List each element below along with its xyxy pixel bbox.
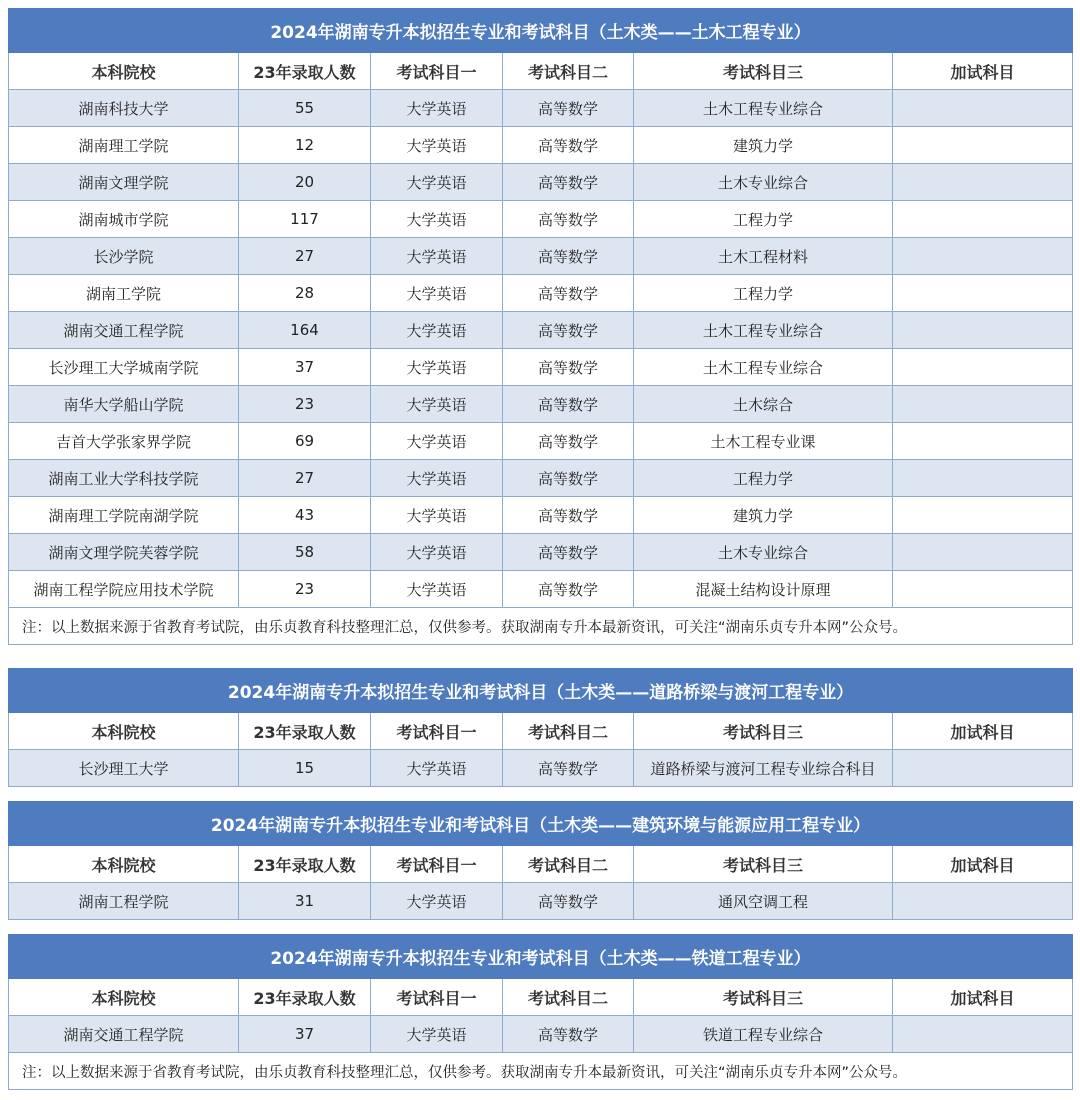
header-school: 本科院校 — [9, 846, 239, 883]
table-row — [9, 127, 1073, 164]
extra-subject-cell — [893, 1016, 1073, 1053]
school-cell: 湖南工学院 — [9, 275, 239, 312]
subject-2-cell: 高等数学 — [503, 497, 634, 534]
table-row — [9, 201, 1073, 238]
header-subject-1: 考试科目一 — [371, 713, 503, 750]
table-row — [9, 275, 1073, 312]
extra-subject-cell — [893, 386, 1073, 423]
admitted-count-cell: 27 — [239, 460, 371, 497]
header-subject-1: 考试科目一 — [371, 846, 503, 883]
admitted-count-cell: 69 — [239, 423, 371, 460]
subject-2-cell: 高等数学 — [503, 201, 634, 238]
header-subject-1: 考试科目一 — [371, 979, 503, 1016]
subject-3-cell: 土木工程专业综合 — [634, 312, 893, 349]
subject-3-cell: 土木综合 — [634, 386, 893, 423]
school-cell: 南华大学船山学院 — [9, 386, 239, 423]
subject-2-cell: 高等数学 — [503, 571, 634, 608]
table-row — [9, 312, 1073, 349]
school-cell: 吉首大学张家界学院 — [9, 423, 239, 460]
table-row — [9, 497, 1073, 534]
header-school: 本科院校 — [9, 979, 239, 1016]
subject-1-cell: 大学英语 — [371, 275, 503, 312]
header-subject-3: 考试科目三 — [634, 846, 893, 883]
extra-subject-cell — [893, 238, 1073, 275]
table-building-environment-engineering — [8, 801, 1072, 920]
school-cell: 湖南文理学院芙蓉学院 — [9, 534, 239, 571]
table-row — [9, 750, 1073, 787]
subject-3-cell: 建筑力学 — [634, 127, 893, 164]
data-table — [8, 801, 1073, 920]
school-cell: 湖南理工学院 — [9, 127, 239, 164]
subject-2-cell: 高等数学 — [503, 127, 634, 164]
header-subject-3: 考试科目三 — [634, 979, 893, 1016]
subject-3-cell: 工程力学 — [634, 275, 893, 312]
admitted-count-cell: 164 — [239, 312, 371, 349]
subject-1-cell: 大学英语 — [371, 571, 503, 608]
data-table — [8, 668, 1073, 787]
subject-1-cell: 大学英语 — [371, 201, 503, 238]
subject-2-cell: 高等数学 — [503, 275, 634, 312]
subject-2-cell: 高等数学 — [503, 90, 634, 127]
subject-3-cell: 土木工程材料 — [634, 238, 893, 275]
subject-3-cell: 道路桥梁与渡河工程专业综合科目 — [634, 750, 893, 787]
header-admitted: 23年录取人数 — [239, 53, 371, 90]
extra-subject-cell — [893, 312, 1073, 349]
header-extra-subject: 加试科目 — [893, 979, 1073, 1016]
table-civil-engineering — [8, 8, 1072, 645]
header-extra-subject: 加试科目 — [893, 846, 1073, 883]
subject-1-cell: 大学英语 — [371, 497, 503, 534]
extra-subject-cell — [893, 883, 1073, 920]
school-cell: 湖南交通工程学院 — [9, 312, 239, 349]
extra-subject-cell — [893, 534, 1073, 571]
subject-1-cell: 大学英语 — [371, 127, 503, 164]
school-cell: 长沙理工大学 — [9, 750, 239, 787]
header-subject-2: 考试科目二 — [503, 53, 634, 90]
subject-3-cell: 混凝土结构设计原理 — [634, 571, 893, 608]
subject-3-cell: 土木工程专业综合 — [634, 90, 893, 127]
table-row — [9, 238, 1073, 275]
subject-3-cell: 工程力学 — [634, 460, 893, 497]
header-subject-3: 考试科目三 — [634, 713, 893, 750]
admitted-count-cell: 31 — [239, 883, 371, 920]
subject-1-cell: 大学英语 — [371, 1016, 503, 1053]
subject-1-cell: 大学英语 — [371, 349, 503, 386]
table-row — [9, 164, 1073, 201]
header-subject-1: 考试科目一 — [371, 53, 503, 90]
table-row — [9, 534, 1073, 571]
table-road-bridge-engineering — [8, 668, 1072, 787]
header-admitted: 23年录取人数 — [239, 713, 371, 750]
header-school: 本科院校 — [9, 53, 239, 90]
header-admitted: 23年录取人数 — [239, 846, 371, 883]
header-subject-2: 考试科目二 — [503, 713, 634, 750]
data-table — [8, 934, 1073, 1090]
school-cell: 湖南理工学院南湖学院 — [9, 497, 239, 534]
subject-3-cell: 通风空调工程 — [634, 883, 893, 920]
table-title: 2024年湖南专升本拟招生专业和考试科目（土木类——建筑环境与能源应用工程专业） — [9, 802, 1073, 846]
header-admitted: 23年录取人数 — [239, 979, 371, 1016]
subject-3-cell: 土木专业综合 — [634, 534, 893, 571]
admitted-count-cell: 27 — [239, 238, 371, 275]
subject-3-cell: 土木专业综合 — [634, 164, 893, 201]
admitted-count-cell: 43 — [239, 497, 371, 534]
extra-subject-cell — [893, 164, 1073, 201]
table-railway-engineering — [8, 934, 1072, 1090]
admitted-count-cell: 12 — [239, 127, 371, 164]
header-subject-2: 考试科目二 — [503, 979, 634, 1016]
extra-subject-cell — [893, 423, 1073, 460]
subject-2-cell: 高等数学 — [503, 534, 634, 571]
footnote: 注：以上数据来源于省教育考试院，由乐贞教育科技整理汇总，仅供参考。获取湖南专升本最新资讯，可关注“湖南乐贞专升本网”公众号。 — [9, 1053, 1073, 1090]
extra-subject-cell — [893, 497, 1073, 534]
subject-1-cell: 大学英语 — [371, 423, 503, 460]
subject-1-cell: 大学英语 — [371, 164, 503, 201]
subject-2-cell: 高等数学 — [503, 312, 634, 349]
subject-3-cell: 铁道工程专业综合 — [634, 1016, 893, 1053]
header-subject-3: 考试科目三 — [634, 53, 893, 90]
subject-2-cell: 高等数学 — [503, 238, 634, 275]
header-school: 本科院校 — [9, 713, 239, 750]
header-extra-subject: 加试科目 — [893, 53, 1073, 90]
school-cell: 湖南工程学院应用技术学院 — [9, 571, 239, 608]
table-row — [9, 883, 1073, 920]
header-extra-subject: 加试科目 — [893, 713, 1073, 750]
table-title: 2024年湖南专升本拟招生专业和考试科目（土木类——道路桥梁与渡河工程专业） — [9, 669, 1073, 713]
admitted-count-cell: 28 — [239, 275, 371, 312]
school-cell: 长沙学院 — [9, 238, 239, 275]
table-row — [9, 90, 1073, 127]
subject-1-cell: 大学英语 — [371, 460, 503, 497]
data-table — [8, 8, 1073, 645]
extra-subject-cell — [893, 275, 1073, 312]
footnote: 注：以上数据来源于省教育考试院，由乐贞教育科技整理汇总，仅供参考。获取湖南专升本最新资讯，可关注“湖南乐贞专升本网”公众号。 — [9, 608, 1073, 645]
subject-1-cell: 大学英语 — [371, 90, 503, 127]
table-row — [9, 423, 1073, 460]
school-cell: 湖南文理学院 — [9, 164, 239, 201]
school-cell: 长沙理工大学城南学院 — [9, 349, 239, 386]
extra-subject-cell — [893, 201, 1073, 238]
admitted-count-cell: 37 — [239, 1016, 371, 1053]
school-cell: 湖南科技大学 — [9, 90, 239, 127]
extra-subject-cell — [893, 90, 1073, 127]
table-row — [9, 1016, 1073, 1053]
extra-subject-cell — [893, 571, 1073, 608]
subject-2-cell: 高等数学 — [503, 423, 634, 460]
school-cell: 湖南交通工程学院 — [9, 1016, 239, 1053]
subject-2-cell: 高等数学 — [503, 349, 634, 386]
extra-subject-cell — [893, 127, 1073, 164]
extra-subject-cell — [893, 460, 1073, 497]
subject-1-cell: 大学英语 — [371, 238, 503, 275]
extra-subject-cell — [893, 750, 1073, 787]
subject-3-cell: 土木工程专业综合 — [634, 349, 893, 386]
subject-1-cell: 大学英语 — [371, 750, 503, 787]
subject-2-cell: 高等数学 — [503, 883, 634, 920]
table-row — [9, 460, 1073, 497]
school-cell: 湖南城市学院 — [9, 201, 239, 238]
subject-2-cell: 高等数学 — [503, 1016, 634, 1053]
subject-3-cell: 土木工程专业课 — [634, 423, 893, 460]
subject-2-cell: 高等数学 — [503, 750, 634, 787]
subject-2-cell: 高等数学 — [503, 460, 634, 497]
subject-1-cell: 大学英语 — [371, 883, 503, 920]
table-row — [9, 386, 1073, 423]
school-cell: 湖南工业大学科技学院 — [9, 460, 239, 497]
table-row — [9, 349, 1073, 386]
admitted-count-cell: 37 — [239, 349, 371, 386]
admitted-count-cell: 15 — [239, 750, 371, 787]
subject-1-cell: 大学英语 — [371, 312, 503, 349]
admitted-count-cell: 117 — [239, 201, 371, 238]
admitted-count-cell: 23 — [239, 571, 371, 608]
subject-2-cell: 高等数学 — [503, 164, 634, 201]
extra-subject-cell — [893, 349, 1073, 386]
admitted-count-cell: 23 — [239, 386, 371, 423]
subject-1-cell: 大学英语 — [371, 534, 503, 571]
table-row — [9, 571, 1073, 608]
table-title: 2024年湖南专升本拟招生专业和考试科目（土木类——土木工程专业） — [9, 9, 1073, 53]
subject-1-cell: 大学英语 — [371, 386, 503, 423]
table-title: 2024年湖南专升本拟招生专业和考试科目（土木类——铁道工程专业） — [9, 935, 1073, 979]
subject-2-cell: 高等数学 — [503, 386, 634, 423]
header-subject-2: 考试科目二 — [503, 846, 634, 883]
subject-3-cell: 建筑力学 — [634, 497, 893, 534]
admitted-count-cell: 55 — [239, 90, 371, 127]
admitted-count-cell: 20 — [239, 164, 371, 201]
admitted-count-cell: 58 — [239, 534, 371, 571]
subject-3-cell: 工程力学 — [634, 201, 893, 238]
school-cell: 湖南工程学院 — [9, 883, 239, 920]
